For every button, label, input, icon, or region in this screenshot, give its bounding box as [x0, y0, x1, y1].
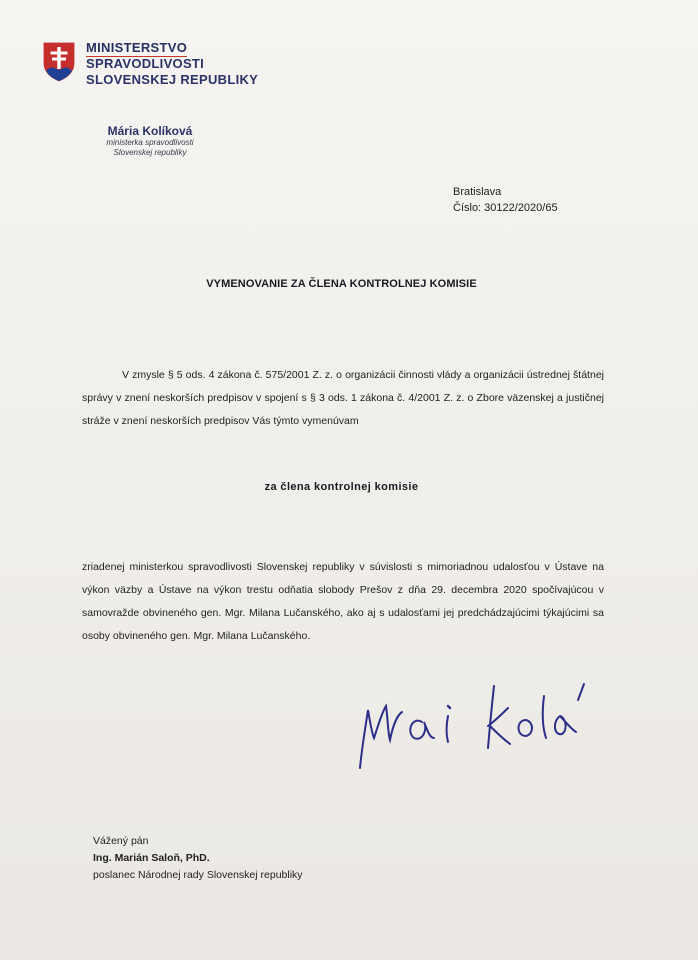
appointment-heading: za člena kontrolnej komisie: [264, 481, 419, 493]
ministry-name: [86, 40, 258, 88]
handwritten-signature: [348, 676, 598, 776]
reference-number: Číslo: 30122/2020/65: [453, 202, 558, 214]
ministry-line-2: SPRAVODLIVOSTI: [86, 56, 205, 71]
slovak-coat-of-arms-icon: [42, 41, 76, 83]
recipient-block: [93, 833, 303, 884]
document-meta: [453, 184, 558, 216]
ministry-line-1: MINISTERSTVO: [86, 40, 188, 55]
place: Bratislava: [453, 186, 502, 198]
paragraph-legal-basis: [82, 364, 604, 433]
recipient-position: poslanec Národnej rady Slovenskej republiky: [93, 869, 303, 881]
recipient-name: Ing. Marián Saloň, PhD.: [93, 852, 210, 864]
ministry-line-3: SLOVENSKEJ REPUBLIKY: [86, 72, 259, 87]
sender-role-line-1: ministerka spravodlivosti: [106, 138, 194, 147]
sender-block: [94, 124, 206, 158]
sender-role-line-2: Slovenskej republiky: [113, 148, 187, 157]
sender-name: Mária Kolíková: [107, 124, 193, 138]
recipient-salutation: Vážený pán: [93, 835, 149, 847]
paragraph-1-text: V zmysle § 5 ods. 4 zákona č. 575/2001 Z. z. o organizácii činnosti vlády a organizácii ústrednej štátnej správy v znení neskorších predpisov v spojení s § 3 ods. 1 zákona č. 4/2001 Z. z. o Zbore väzenskej a justičnej stráže v znení neskorších predpisov Vás týmto vymenúvam: [82, 369, 604, 427]
paragraph-commission-purpose: zriadenej ministerkou spravodlivosti Slovenskej republiky v súvislosti s mimoriadnou udalosťou v Ústave na výkon väzby a Ústave na výkon trestu odňatia slobody Prešov z dňa 29. decembra 2020 spočívajúcou v samovražde obvineného gen. Mgr. Milana Lučanského, ako aj s udalosťami jej predchádzajúcimi týkajúcimi sa osoby obvineného gen. Mgr. Milana Lučanského.: [82, 561, 604, 642]
document-title: VYMENOVANIE ZA ČLENA KONTROLNEJ KOMISIE: [206, 278, 477, 290]
